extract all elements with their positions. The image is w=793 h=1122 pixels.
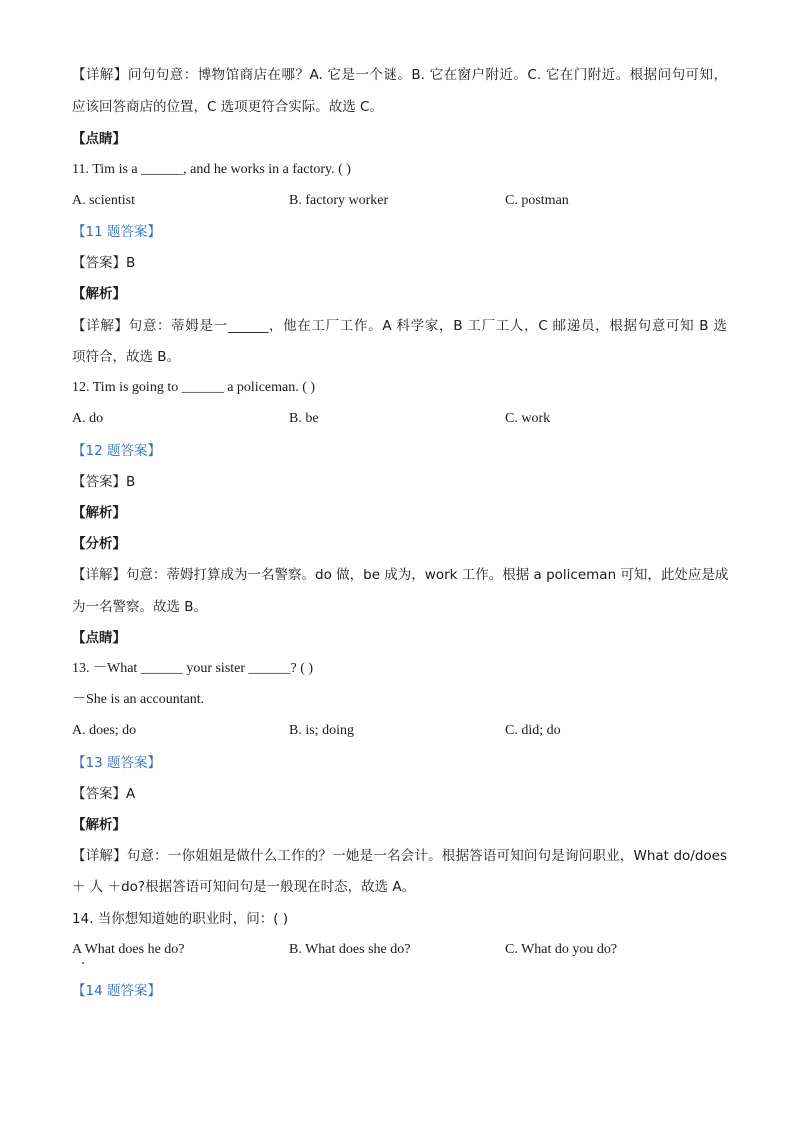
q12-options: [72, 411, 727, 427]
q14-option-c: C. What do you do?: [505, 942, 618, 957]
q12-jiexi-label: 【解析】: [72, 505, 126, 521]
q11-answer-heading: 【11 题答案】: [72, 224, 161, 240]
q14-question: 14. 当你想知道她的职业时，问：( ): [72, 911, 289, 927]
q12-detail-line-2: 为一名警察。故选 B。: [72, 599, 208, 615]
q12-option-a: A. do: [72, 411, 104, 426]
q11-option-c: C. postman: [505, 193, 569, 208]
q10-detail-line-1: 【详解】问句句意：博物馆商店在哪？A. 它是一个谜。B. 它在窗户附近。C. 它在门附近。根据问句可知，: [72, 67, 727, 83]
q11-question: 11. Tim is a ______, and he works in a factory. ( ): [72, 162, 351, 177]
q12-question: 12. Tim is going to ______ a policeman. ( ): [72, 380, 316, 395]
q13-options: [72, 723, 727, 739]
q11-option-a: A. scientist: [72, 193, 135, 208]
q13-option-c: C. did; do: [505, 723, 561, 738]
q11-options: [72, 193, 727, 209]
q11-jiexi-label: 【解析】: [72, 286, 126, 302]
q13-answer: 【答案】A: [72, 786, 136, 802]
q13-answer-heading: 【13 题答案】: [72, 755, 161, 771]
q11-answer: 【答案】B: [72, 255, 136, 271]
q12-answer: 【答案】B: [72, 474, 136, 490]
q12-fenxi-label: 【分析】: [72, 536, 126, 552]
q14-options: [72, 942, 727, 958]
q12-option-c: C. work: [505, 411, 551, 426]
q11-option-b: B. factory worker: [289, 193, 389, 208]
q13-option-a: A. does; do: [72, 723, 137, 738]
q14-option-a: A What does he do?: [72, 942, 185, 957]
q13-detail-line-2: ＋ 人 ＋do?根据答语可知问句是一般现在时态，故选 A。: [72, 879, 416, 895]
q13-jiexi-label: 【解析】: [72, 817, 126, 833]
q12-answer-heading: 【12 题答案】: [72, 443, 161, 459]
q13-option-b: B. is; doing: [289, 723, 354, 738]
q12-option-b: B. be: [289, 411, 319, 426]
q10-detail-line-2: 应该回答商店的位置，C 选项更符合实际。故选 C。: [72, 99, 383, 115]
q13-detail-line-1: 【详解】句意：一你姐姐是做什么工作的？一她是一名会计。根据答语可知问句是询问职业，What do/does: [72, 848, 727, 864]
q12-dianjing-label: 【点睛】: [72, 630, 126, 646]
q11-detail-line-2: 项符合，故选 B。: [72, 349, 181, 365]
stray-dot-mark: [82, 962, 84, 964]
q13-question: 13. －What ______ your sister ______? ( ): [72, 661, 314, 676]
q13-reply: －She is an accountant.: [72, 692, 205, 707]
q12-detail-line-1: 【详解】句意：蒂姆打算成为一名警察。do 做，be 成为，work 工作。根据 a policeman 可知，此处应是成: [72, 567, 729, 583]
q10-dianjing-label: 【点睛】: [72, 131, 126, 147]
q14-answer-heading: 【14 题答案】: [72, 983, 161, 999]
q14-option-b: B. What does she do?: [289, 942, 411, 957]
q11-detail-line-1: 【详解】句意：蒂姆是一______，他在工厂工作。A 科学家，B 工厂工人，C 邮递员，根据句意可知 B 选: [72, 318, 727, 334]
